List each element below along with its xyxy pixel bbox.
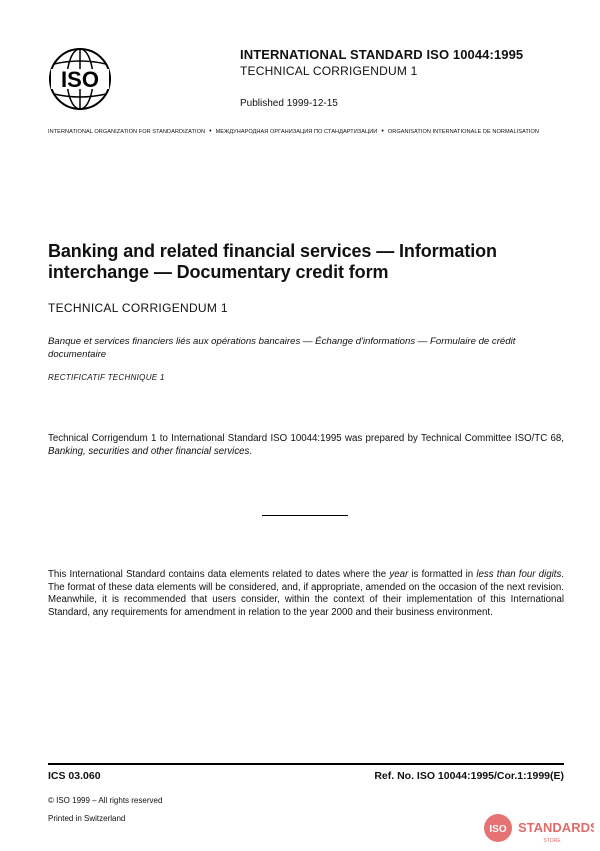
- watermark-standards: STANDARDS: [518, 820, 594, 835]
- logo-text: ISO: [61, 67, 99, 92]
- para2-part: . The format of these data elements will be considered, and, if appropriate, amended on the occasion of the next revision. Meanwhile, it is recommended that users consider, within the context of their implementation of this International Standard, any requirements for amendment in relation to the year 2000 and their business environment.: [48, 569, 564, 618]
- divider: [262, 515, 348, 516]
- iso-standards-store-watermark: [482, 810, 594, 846]
- year-2000-paragraph: [48, 569, 564, 619]
- printed-location: Printed in Switzerland: [48, 814, 126, 823]
- preparation-paragraph: [48, 433, 564, 458]
- french-rectificatif: RECTIFICATIF TECHNIQUE 1: [48, 373, 165, 382]
- org-name-fr: ORGANISATION INTERNATIONALE DE NORMALISATION: [387, 128, 539, 135]
- organization-line: [48, 128, 568, 135]
- para2-italic: less than four digits: [476, 569, 562, 580]
- separator: •: [209, 128, 212, 135]
- org-name-en: INTERNATIONAL ORGANIZATION FOR STANDARDIZATION: [48, 128, 206, 135]
- separator: •: [381, 128, 384, 135]
- footer-rule: [48, 763, 564, 765]
- technical-corrigendum-label: TECHNICAL CORRIGENDUM 1: [48, 301, 228, 315]
- watermark-store: STORE: [543, 838, 561, 844]
- org-name-ru: МЕЖДУНАРОДНАЯ ОРГАНИЗАЦИЯ ПО СТАНДАРТИЗАЦИИ: [215, 128, 378, 135]
- corrigendum-label: TECHNICAL CORRIGENDUM 1: [240, 64, 418, 78]
- reference-number: Ref. No. ISO 10044:1995/Cor.1:1999(E): [374, 770, 564, 782]
- published-date: Published 1999-12-15: [240, 98, 338, 109]
- para2-italic: year: [389, 569, 409, 580]
- para2-part: This International Standard contains data elements related to dates where the: [48, 569, 390, 580]
- committee-name: Banking, securities and other financial services: [48, 445, 250, 457]
- copyright: © ISO 1999 – All rights reserved: [48, 796, 163, 805]
- standard-title: INTERNATIONAL STANDARD ISO 10044:1995: [240, 47, 524, 62]
- para1-end: .: [249, 445, 253, 457]
- iso-logo: [48, 47, 112, 111]
- para1-text: Technical Corrigendum 1 to International Standard ISO 10044:1995 was prepared by Technical Committee ISO/TC 68,: [48, 433, 564, 444]
- para2-part: is formatted in: [408, 569, 477, 580]
- watermark-iso: ISO: [489, 824, 507, 835]
- french-title: Banque et services financiers liés aux opérations bancaires — Échange d'informations — Formulaire de crédit documentaire: [48, 336, 516, 360]
- ics-code: ICS 03.060: [48, 770, 101, 782]
- document-title: Banking and related financial services — Information interchange — Documentary credit form: [48, 241, 497, 282]
